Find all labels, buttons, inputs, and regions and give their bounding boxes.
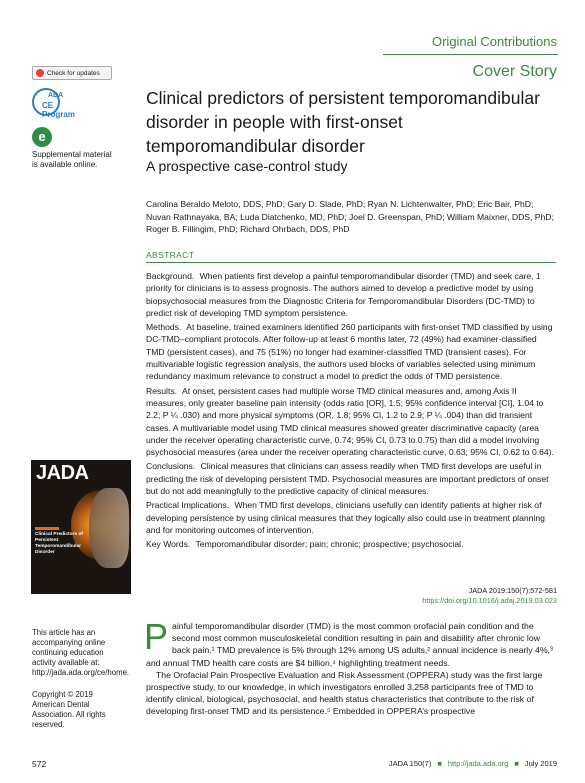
- abstract-keywords: [146, 538, 556, 550]
- ada-ce-logo-line1: ADA: [48, 92, 64, 99]
- ada-ce-program-logo: [32, 88, 94, 122]
- citation-block: [422, 586, 557, 605]
- abstract-conclusions-label: Conclusions.: [146, 461, 196, 472]
- supplemental-note: Supplemental material is available online.: [32, 150, 112, 169]
- ada-ce-logo-line3: Program: [42, 110, 75, 119]
- abstract-results-label: Results.: [146, 385, 178, 396]
- body-paragraph-1-text: ainful temporomandibular disorder (TMD) is the most common orofacial pain condition and the second most common musculoskeletal condition resulting in pain and disability after chronic low back pain.¹ TMD prevalence is 5% through 12% among US adults,² annual incidence is nearly 4%,³ and annual TMD health care costs are $4 billion,⁴ highlighting treatment needs.: [146, 621, 553, 668]
- doi-link[interactable]: https://doi.org/10.1016/j.adaj.2019.03.023: [422, 595, 557, 605]
- abstract-keywords-label: Key Words.: [146, 539, 191, 550]
- abstract-background-text: When patients first develop a painful temporomandibular disorder (TMD) and seek care, 1 priority for clinicians is to assess prognosis. The authors aimed to develop a predictive model by using biopsychosocial measures from the Diagnostic Criteria for Temporomandibular Disorders (DC-TMD) to predict risk of developing TMD symptom persistence.: [146, 271, 541, 318]
- abstract-background-label: Background.: [146, 271, 195, 281]
- footer-separator: ■: [437, 759, 442, 768]
- abstract-body: [146, 270, 556, 553]
- cover-tag: [35, 527, 59, 530]
- footer-separator: ■: [514, 759, 519, 768]
- abstract-conclusions-text: Clinical measures that clinicians can assess readily when TMD first develops are useful in predicting the risk of developing persistent TMD. Psychosocial measures are important predictors of onset but do not add meaningfully to the predictive capacity of clinical measures.: [146, 461, 549, 497]
- abstract-practical: [146, 499, 556, 536]
- abstract-practical-text: When TMD first develops, clinicians usefully can identify patients at higher risk of developing persistence by using clinical measures that they logically also could use in treatment planning and for monitoring outcomes of intervention.: [146, 500, 545, 535]
- article-body: [144, 616, 556, 718]
- abstract-methods-label: Methods.: [146, 322, 182, 333]
- body-paragraph-2: The Orofacial Pain Prospective Evaluation and Risk Assessment (OPPERA) study was the first large prospective study, to our knowledge, in which investigators enrolled 3,258 participants free of TMD to identify clinical, biological, psychosocial, and health status characteristics that contribute to the risk of developing first-onset TMD and its persistence.⁵ Embedded in OPPERA’s prospective: [146, 669, 543, 717]
- cover-story-label: Cover Story: [472, 63, 557, 80]
- abstract-heading: ABSTRACT: [146, 250, 195, 260]
- cover-logo: JADA: [36, 462, 89, 484]
- abstract-methods-text: At baseline, trained examiners identified 260 participants with first-onset TMD classified by using DC-TMD–compliant protocols. After follow-up at least 6 months later, 72 (49%) had examiner-classified TMD (persistent cases), and 75 (51%) no longer had examiner-classified TMD (transient cases). For multivariable logistic regression analysis, the authors used blocks of variables selected using minimum redundancy maximum relevance to construct a model to predict the odds of TMD persistence.: [146, 322, 553, 382]
- copyright-note: Copyright © 2019 American Dental Association. All rights reserved.: [32, 690, 106, 729]
- article-title: Clinical predictors of persistent temporomandibular disorder in people with first-onset temporomandibular disorder: [146, 88, 540, 156]
- journal-cover-image: [31, 460, 131, 594]
- abstract-rule: [146, 262, 556, 263]
- drop-cap: P: [144, 616, 169, 657]
- abstract-keywords-text: Temporomandibular disorder; pain; chronic; prospective; psychosocial.: [195, 539, 464, 550]
- eplus-icon: e: [32, 127, 52, 147]
- section-label: Original Contributions: [431, 34, 557, 49]
- footer-date: July 2019: [524, 759, 557, 768]
- ce-activity-note: This article has an accompanying online continuing education activity available at: http://jada.ada.org/ce/home.: [32, 628, 130, 677]
- ada-ce-logo-line2: CE: [42, 101, 54, 110]
- refresh-icon: [36, 69, 44, 77]
- header-rule: [383, 54, 558, 55]
- abstract-conclusions: [146, 460, 556, 497]
- abstract-methods: [146, 321, 556, 382]
- abstract-background: [146, 270, 556, 319]
- abstract-results-text: At onset, persistent cases had multiple worse TMD clinical measures and, among Axis II measures, only greater baseline pain intensity (odds ratio [OR], 1.5; 95% confidence interval [CI], 1.04 to 2.2; P ¼ .030) and more physical symptoms (OR, 1.8; 95% CI, 1.2 to 2.9; P ¼ .004) than did transient cases. A multivariable model using TMD clinical measures showed greater discriminative capacity (area under the receiver operating characteristic curve, 0.74; 95% CI, 0.73 to 0.75) than did a model involving psychosocial measures (area under the receiver operating characteristic curve, 0.63; 95% CI, 0.62 to 0.64).: [146, 385, 554, 458]
- check-for-updates-label: Check for updates: [47, 69, 100, 77]
- footer-url[interactable]: http://jada.ada.org: [447, 759, 509, 768]
- abstract-practical-label: Practical Implications.: [146, 500, 230, 511]
- cover-face: [89, 488, 129, 568]
- article-subtitle: A prospective case-control study: [146, 158, 348, 174]
- check-for-updates-button[interactable]: [32, 66, 112, 80]
- journal-citation: JADA 2019:150(7):572-581: [468, 586, 557, 595]
- body-paragraph-1: [144, 616, 556, 669]
- cover-title: Clinical Predictors of Persistent Temporomandibular Disorder: [35, 532, 83, 555]
- page-number: 572: [32, 759, 47, 769]
- abstract-results: [146, 385, 556, 459]
- page-footer: [389, 759, 557, 768]
- author-list: Carolina Beraldo Meloto, DDS, PhD; Gary D. Slade, PhD; Ryan N. Lichtenwalter, PhD; Eric Bair, PhD; Nuvan Rathnayaka, BA; Luda Diatchenko, MD, PhD; Joel D. Greenspan, PhD; William Maixner, DDS, PhD; Roger B. Fillingim, PhD; Richard Ohrbach, DDS, PhD: [146, 199, 554, 234]
- footer-journal: JADA 150(7): [388, 759, 432, 768]
